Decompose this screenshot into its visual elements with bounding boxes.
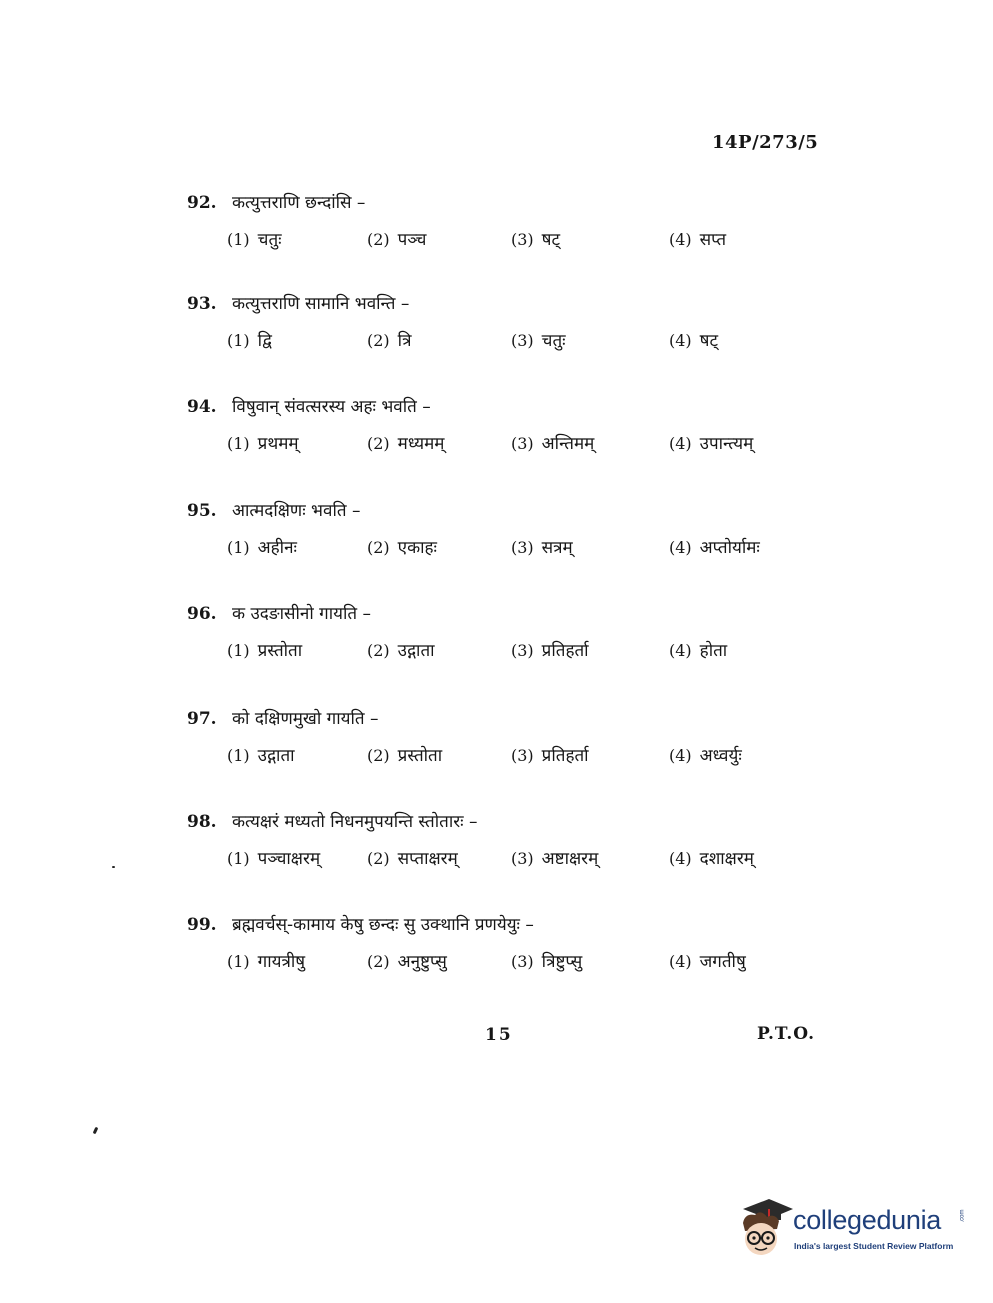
option-text: प्रतिहर्ता <box>541 746 589 766</box>
option-text: प्रस्तोता <box>397 746 443 766</box>
question-text: ब्रह्मवर्चस्-कामाय केषु छन्दः सु उक्थानि प्रणयेयुः – <box>231 915 534 935</box>
question-number: 92. <box>187 193 217 213</box>
question-number: 95. <box>187 501 217 521</box>
option-text: अन्तिमम् <box>541 434 595 454</box>
option-number: (3) <box>511 641 534 660</box>
option-number: (4) <box>669 746 692 765</box>
option-number: (3) <box>511 538 534 557</box>
option-text: षट् <box>699 331 719 351</box>
option-4 <box>669 535 760 558</box>
option-text: दशाक्षरम् <box>699 849 754 869</box>
option-text: उद्गाता <box>257 746 295 766</box>
option-text: षट् <box>541 230 561 250</box>
option-text: सत्रम् <box>541 538 573 558</box>
question-97 <box>187 706 867 786</box>
scan-speck <box>112 866 115 868</box>
option-number: (1) <box>227 952 250 971</box>
option-number: (2) <box>367 746 390 765</box>
option-number: (2) <box>367 230 390 249</box>
question-text: क उदङासीनो गायति – <box>231 604 371 624</box>
option-text: अप्तोर्यामः <box>699 538 760 558</box>
question-text: आत्मदक्षिणः भवति – <box>231 501 361 521</box>
option-1 <box>227 535 297 558</box>
option-3 <box>511 328 566 351</box>
question-number: 94. <box>187 397 217 417</box>
option-2 <box>367 949 447 972</box>
option-text: प्रतिहर्ता <box>541 641 589 661</box>
option-number: (4) <box>669 641 692 660</box>
option-number: (3) <box>511 434 534 453</box>
option-1 <box>227 949 305 972</box>
option-2 <box>367 227 426 250</box>
option-number: (4) <box>669 230 692 249</box>
option-text: त्रिष्टुप्सु <box>541 952 583 972</box>
option-text: सप्त <box>699 230 727 250</box>
option-1 <box>227 431 299 454</box>
question-98 <box>187 809 867 889</box>
option-number: (1) <box>227 230 250 249</box>
question-text: कत्युत्तराणि छन्दांसि – <box>231 193 366 213</box>
option-number: (2) <box>367 849 390 868</box>
question-number: 93. <box>187 294 217 314</box>
question-95 <box>187 498 867 578</box>
option-number: (3) <box>511 849 534 868</box>
option-1 <box>227 743 295 766</box>
option-text: मध्यमम् <box>397 434 445 454</box>
option-3 <box>511 227 560 250</box>
option-number: (4) <box>669 434 692 453</box>
option-2 <box>367 638 435 661</box>
option-4 <box>669 328 718 351</box>
option-3 <box>511 846 598 869</box>
brand-suffix: .com <box>959 1209 966 1223</box>
option-text: चतुः <box>257 230 282 250</box>
scan-speck <box>93 1127 99 1135</box>
brand-watermark <box>735 1195 975 1270</box>
option-number: (3) <box>511 331 534 350</box>
option-number: (2) <box>367 331 390 350</box>
option-4 <box>669 846 754 869</box>
brand-tagline: India's largest Student Review Platform <box>794 1241 954 1251</box>
option-text: जगतीषु <box>699 952 746 972</box>
option-number: (2) <box>367 641 390 660</box>
option-1 <box>227 227 282 250</box>
option-2 <box>367 431 444 454</box>
option-text: पञ्च <box>397 230 427 250</box>
option-number: (4) <box>669 331 692 350</box>
option-number: (1) <box>227 746 250 765</box>
question-99 <box>187 912 867 992</box>
question-96 <box>187 601 867 681</box>
option-text: अष्टाक्षरम् <box>541 849 599 869</box>
option-text: अध्वर्युः <box>699 746 742 766</box>
option-number: (3) <box>511 746 534 765</box>
option-number: (4) <box>669 849 692 868</box>
option-2 <box>367 535 437 558</box>
question-number: 97. <box>187 709 217 729</box>
option-text: एकाहः <box>397 538 437 558</box>
question-text: को दक्षिणमुखो गायति – <box>231 709 379 729</box>
option-3 <box>511 431 594 454</box>
option-text: प्रस्तोता <box>257 641 303 661</box>
option-1 <box>227 328 272 351</box>
option-3 <box>511 949 582 972</box>
option-text: उद्गाता <box>397 641 435 661</box>
question-number: 99. <box>187 915 217 935</box>
question-text: कत्यक्षरं मध्यतो निधनमुपयन्ति स्तोतारः – <box>231 812 478 832</box>
option-text: प्रथमम् <box>257 434 299 454</box>
option-text: अहीनः <box>257 538 297 558</box>
option-number: (2) <box>367 434 390 453</box>
question-94 <box>187 394 867 474</box>
option-number: (2) <box>367 952 390 971</box>
option-1 <box>227 638 302 661</box>
question-number: 98. <box>187 812 217 832</box>
option-2 <box>367 743 442 766</box>
question-number: 96. <box>187 604 217 624</box>
option-number: (4) <box>669 538 692 557</box>
option-text: उपान्त्यम् <box>699 434 754 454</box>
option-3 <box>511 535 573 558</box>
option-text: द्वि <box>257 331 272 351</box>
option-number: (1) <box>227 538 250 557</box>
paper-code: 14P/273/5 <box>712 132 819 153</box>
option-number: (4) <box>669 952 692 971</box>
option-3 <box>511 743 589 766</box>
brand-name: collegedunia <box>793 1205 942 1235</box>
option-number: (1) <box>227 331 250 350</box>
option-4 <box>669 227 726 250</box>
option-4 <box>669 949 746 972</box>
option-text: होता <box>699 641 728 661</box>
option-text: सप्ताक्षरम् <box>397 849 458 869</box>
option-2 <box>367 846 458 869</box>
option-3 <box>511 638 589 661</box>
option-4 <box>669 638 727 661</box>
question-93 <box>187 291 867 371</box>
option-number: (3) <box>511 230 534 249</box>
option-text: अनुष्टुप्सु <box>397 952 447 972</box>
option-number: (1) <box>227 849 250 868</box>
option-text: गायत्रीषु <box>257 952 306 972</box>
option-2 <box>367 328 411 351</box>
option-number: (2) <box>367 538 390 557</box>
page-number: 15 <box>485 1025 513 1045</box>
option-text: पञ्चाक्षरम् <box>257 849 321 869</box>
option-text: चतुः <box>541 331 566 351</box>
question-text: विषुवान् संवत्सरस्य अहः भवति – <box>231 397 431 417</box>
option-number: (1) <box>227 434 250 453</box>
question-92 <box>187 190 867 270</box>
question-text: कत्युत्तराणि सामानि भवन्ति – <box>231 294 410 314</box>
option-number: (3) <box>511 952 534 971</box>
option-number: (1) <box>227 641 250 660</box>
option-text: त्रि <box>397 331 412 351</box>
option-4 <box>669 431 753 454</box>
student-mascot-icon <box>735 1195 795 1265</box>
option-1 <box>227 846 320 869</box>
pto-label: P.T.O. <box>757 1024 815 1044</box>
option-4 <box>669 743 742 766</box>
